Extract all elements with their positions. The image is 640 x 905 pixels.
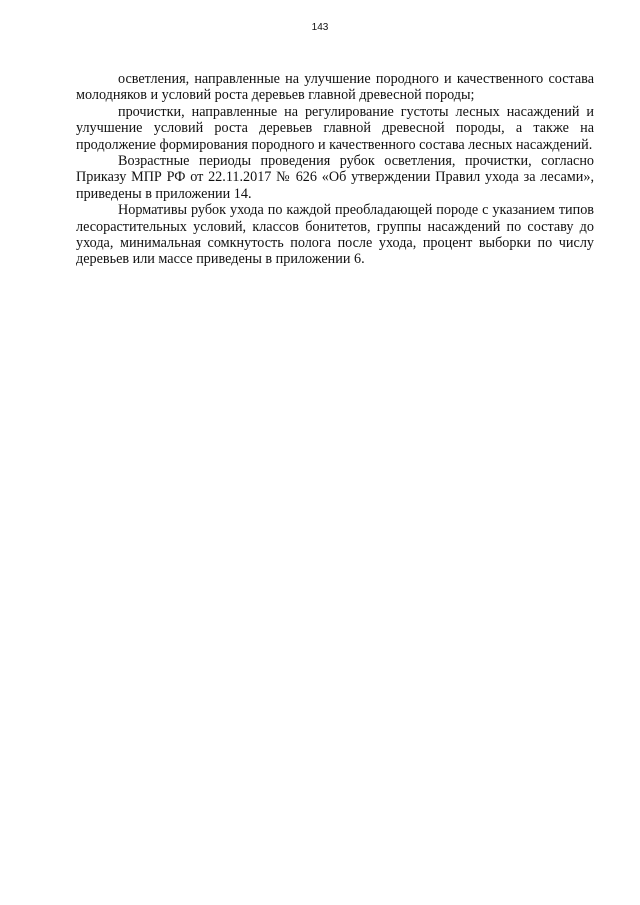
paragraph-thinning-description: осветления, направленные на улучшение породного и качественного состава молодняков и условий роста деревьев главной древесной породы; xyxy=(76,71,594,104)
paragraph-age-periods: Возрастные периоды проведения рубок осветления, прочистки, согласно Приказу МПР РФ от 22.11.2017 № 626 «Об утверждении Правил ухода за лесами», приведены в приложении 14. xyxy=(76,153,594,202)
paragraph-cleaning-description: прочистки, направленные на регулирование густоты лесных насаждений и улучшение условий роста деревьев главной древесной породы, а также на продолжение формирования породного и качественного состава лесных насаждений. xyxy=(76,103,594,153)
paragraph-felling-norms: Нормативы рубок ухода по каждой преобладающей породе с указанием типов лесорастительных условий, классов бонитетов, группы насаждений по составу до ухода, минимальная сомкнутость полога после ухода, процент выборки по числу деревьев или массе приведены в приложении 6. xyxy=(76,202,594,268)
document-body xyxy=(76,71,594,268)
page-number: 143 xyxy=(311,22,329,33)
